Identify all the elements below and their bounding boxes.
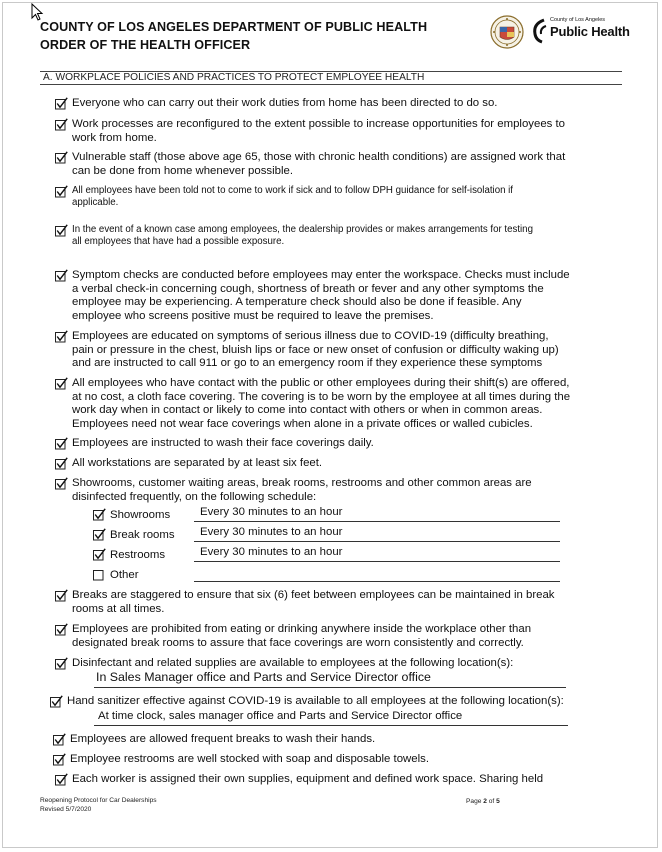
- schedule-row-label: Break rooms: [110, 529, 175, 541]
- county-seal-icon: [490, 15, 524, 49]
- checklist-item-text: [72, 623, 612, 650]
- checkbox-checked-icon[interactable]: [50, 695, 63, 708]
- checkbox-empty-icon[interactable]: [93, 568, 106, 581]
- checklist-item: [55, 97, 612, 111]
- checklist-item-line: Employees are educated on symptoms of serious illness due to COVID-19 (difficulty breathing,: [72, 330, 549, 342]
- checklist-item-line: applicable.: [72, 196, 119, 208]
- page-number: Page 2 of 5: [466, 798, 500, 805]
- checklist-item: [55, 118, 612, 145]
- checklist-item-text: [72, 118, 612, 145]
- checklist-item-text: [72, 437, 612, 451]
- schedule-row-value[interactable]: Every 30 minutes to an hour: [200, 526, 343, 538]
- schedule-row-underline: [194, 541, 560, 542]
- sanitizer-location-underline: [94, 725, 568, 726]
- disinfectant-location-underline: [94, 687, 566, 688]
- schedule-row: [93, 568, 139, 582]
- checklist-item-line: a verbal check-in concerning cough, shortness of breath or fever and any other symptoms the: [72, 282, 544, 295]
- checklist-item-text: [72, 457, 612, 471]
- checkbox-checked-icon[interactable]: [53, 753, 66, 766]
- checklist-item: [53, 753, 610, 767]
- checklist-item-line: Breaks are staggered to ensure that six (6) feet between employees can be maintained in break: [72, 589, 555, 601]
- schedule-row-underline: [194, 561, 560, 562]
- checklist-item-line: Everyone who can carry out their work duties from home has been directed to do so.: [72, 97, 498, 109]
- checklist-item: [50, 695, 607, 709]
- checklist-item-line: Employees are instructed to wash their face coverings daily.: [72, 437, 374, 449]
- checklist-item-text: [72, 657, 612, 671]
- checklist-item-text: [72, 151, 612, 178]
- header-title-line1: COUNTY OF LOS ANGELES DEPARTMENT OF PUBLIC HEALTH: [40, 20, 428, 34]
- checklist-item: [53, 733, 610, 747]
- checklist-item-line: Employees are prohibited from eating or drinking anywhere inside the workplace other than: [72, 623, 532, 635]
- checklist-item: [55, 657, 612, 671]
- checklist-item: [55, 151, 612, 178]
- sanitizer-location-value[interactable]: At time clock, sales manager office and Parts and Service Director office: [98, 710, 463, 722]
- checklist-item-line: all employees that have had a possible exposure.: [72, 235, 285, 247]
- schedule-row-value[interactable]: Every 30 minutes to an hour: [200, 546, 343, 558]
- checklist-item: [55, 269, 612, 323]
- checkbox-checked-icon[interactable]: [55, 330, 68, 343]
- checklist-item-line: In the event of a known case among employees, the dealership provides or makes arrangements for testing: [72, 224, 533, 235]
- checklist-item-text: [70, 753, 610, 767]
- checkbox-checked-icon[interactable]: [55, 589, 68, 602]
- checklist-item: [55, 589, 612, 616]
- checklist-item-text: [72, 330, 612, 371]
- footer-revised: Revised 5/7/2020: [40, 806, 92, 813]
- public-health-logo: [530, 17, 630, 51]
- schedule-row: [93, 548, 165, 562]
- checklist-item-text: [72, 269, 612, 323]
- checklist-item-text: [72, 224, 612, 247]
- checklist-item: [55, 623, 612, 650]
- checklist-item: [55, 477, 612, 504]
- logo-county-text: County of Los Angeles: [550, 17, 606, 23]
- checklist-item-line: All employees who have contact with the public or other employees during their shift(s) are offered,: [72, 377, 570, 389]
- checkbox-checked-icon[interactable]: [93, 548, 106, 561]
- checkbox-checked-icon[interactable]: [55, 477, 68, 490]
- checklist-item: [55, 773, 612, 787]
- disinfectant-location-value[interactable]: In Sales Manager office and Parts and Service Director office: [96, 670, 431, 684]
- checklist-item-text: [72, 97, 612, 111]
- checklist-item-line: Hand sanitizer effective against COVID-19 is available to all employees at the following location(s):: [67, 695, 564, 707]
- checkbox-checked-icon[interactable]: [55, 623, 68, 636]
- checklist-item-text: [67, 695, 607, 709]
- checklist-item-line: Disinfectant and related supplies are available to employees at the following location(s):: [72, 657, 514, 669]
- section-a-heading: A. WORKPLACE POLICIES AND PRACTICES TO PROTECT EMPLOYEE HEALTH: [40, 71, 622, 85]
- schedule-row-label: Restrooms: [110, 549, 166, 561]
- checklist-item-text: [72, 589, 612, 616]
- checklist-item-line: Work processes are reconfigured to the extent possible to increase opportunities for employees to: [72, 118, 566, 130]
- checklist-item: [55, 224, 612, 247]
- checklist-item-line: employee who screens positive must be required to leave the premises.: [72, 309, 434, 322]
- schedule-row: [93, 508, 170, 522]
- checklist-item-text: [72, 477, 612, 504]
- checkbox-checked-icon[interactable]: [55, 377, 68, 390]
- checklist-item-line: Employee restrooms are well stocked with soap and disposable towels.: [70, 753, 429, 765]
- checklist-item: [55, 330, 612, 371]
- mouse-pointer-icon: [31, 3, 45, 21]
- checklist-item-text: [70, 733, 610, 747]
- checklist-item-line: Each worker is assigned their own supplies, equipment and defined work space. Sharing held: [72, 773, 544, 785]
- schedule-row: [93, 528, 175, 542]
- checkbox-checked-icon[interactable]: [53, 733, 66, 746]
- checklist-item-line: Employees are allowed frequent breaks to wash their hands.: [70, 733, 376, 745]
- checklist-item: [55, 377, 612, 431]
- checklist-item-line: All workstations are separated by at least six feet.: [72, 457, 323, 469]
- checklist-item-line: disinfected frequently, on the following schedule:: [72, 490, 317, 503]
- checkbox-checked-icon[interactable]: [55, 657, 68, 670]
- checklist-item-line: employee may be experiencing. A temperature check should also be done if feasible. Any: [72, 296, 522, 309]
- checkbox-checked-icon[interactable]: [93, 528, 106, 541]
- checkbox-checked-icon[interactable]: [55, 224, 68, 237]
- checkbox-checked-icon[interactable]: [55, 773, 68, 786]
- schedule-row-underline: [194, 581, 560, 582]
- checklist-item-line: Symptom checks are conducted before employees may enter the workspace. Checks must include: [72, 269, 570, 281]
- checklist-item-line: can be done from home whenever possible.: [72, 164, 293, 177]
- checklist-item-text: [72, 773, 612, 787]
- public-health-mark-icon: [530, 18, 548, 44]
- checkbox-checked-icon[interactable]: [55, 185, 68, 198]
- checklist-item-line: All employees have been told not to come to work if sick and to follow DPH guidance for self-isolation if: [72, 185, 514, 196]
- checkbox-checked-icon[interactable]: [55, 118, 68, 131]
- schedule-row-label: Showrooms: [110, 509, 171, 521]
- checkbox-checked-icon[interactable]: [55, 97, 68, 110]
- checklist-item-line: and are instructed to call 911 or go to an emergency room if they experience these symptoms: [72, 357, 543, 370]
- checklist-item-line: Employees need not wear face coverings when alone in a private offices or walled cubicles.: [72, 417, 533, 430]
- checkbox-checked-icon[interactable]: [55, 457, 68, 470]
- checkbox-checked-icon[interactable]: [93, 508, 106, 521]
- schedule-row-label: Other: [110, 569, 139, 581]
- checklist-item-line: rooms at all times.: [72, 602, 165, 615]
- header-title-line2: ORDER OF THE HEALTH OFFICER: [40, 38, 251, 52]
- checklist-item-line: at no cost, a cloth face covering. The covering is to be worn by the employee at all times during the: [72, 390, 571, 403]
- logo-public-health-text: Public Health: [550, 24, 630, 39]
- schedule-row-underline: [194, 521, 560, 522]
- checklist-item-text: [72, 377, 612, 431]
- checklist-item-line: designated break rooms to assure that face coverings are worn consistently and correctly.: [72, 636, 524, 649]
- checkbox-checked-icon[interactable]: [55, 151, 68, 164]
- checklist-item: [55, 185, 612, 208]
- checklist-item-line: pain or pressure in the chest, bluish lips or face or new onset of confusion or difficulty waking up): [72, 343, 559, 356]
- checklist-item-text: [72, 185, 612, 208]
- checkbox-checked-icon[interactable]: [55, 437, 68, 450]
- checklist-item: [55, 437, 612, 451]
- footer-title: Reopening Protocol for Car Dealerships: [40, 797, 157, 804]
- schedule-row-value[interactable]: Every 30 minutes to an hour: [200, 506, 343, 518]
- checklist-item-line: Vulnerable staff (those above age 65, those with chronic health conditions) are assigned work that: [72, 151, 566, 163]
- checkbox-checked-icon[interactable]: [55, 269, 68, 282]
- checklist-item: [55, 457, 612, 471]
- checklist-item-line: work day when in contact or likely to come into contact with others or when in common areas.: [72, 404, 543, 417]
- checklist-item-line: Showrooms, customer waiting areas, break rooms, restrooms and other common areas are: [72, 477, 532, 489]
- checklist-item-line: work from home.: [72, 131, 157, 144]
